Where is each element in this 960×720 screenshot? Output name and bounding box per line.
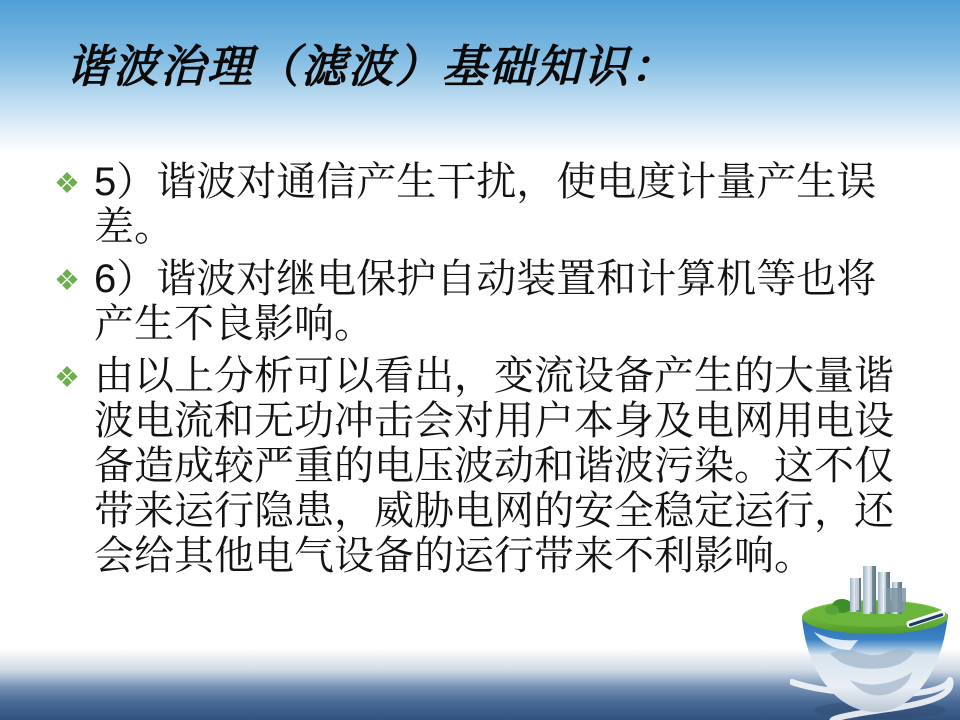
globe-city-illustration	[790, 562, 958, 720]
diamond-bullet-icon: ❖	[54, 265, 80, 297]
page-title: 谐波治理（滤波）基础知识：	[66, 42, 678, 92]
list-item	[54, 160, 902, 250]
bullet-text: 5）谐波对通信产生干扰，使电度计量产生误差。	[94, 160, 877, 249]
diamond-bullet-icon: ❖	[54, 362, 80, 394]
list-item	[54, 354, 902, 579]
bullet-list	[54, 160, 902, 586]
diamond-bullet-icon: ❖	[54, 168, 80, 200]
list-item	[54, 257, 902, 347]
bullet-text: 6）谐波对继电保护自动装置和计算机等也将产生不良影响。	[94, 257, 877, 346]
bullet-text: 由以上分析可以看出，变流设备产生的大量谐波电流和无功冲击会对用户本身及电网用电设备造成较严重的电压波动和谐波污染。这不仅带来运行隐患，威胁电网的安全稳定运行，还会给其他电气设备的运行带来不利影响。	[94, 354, 894, 578]
